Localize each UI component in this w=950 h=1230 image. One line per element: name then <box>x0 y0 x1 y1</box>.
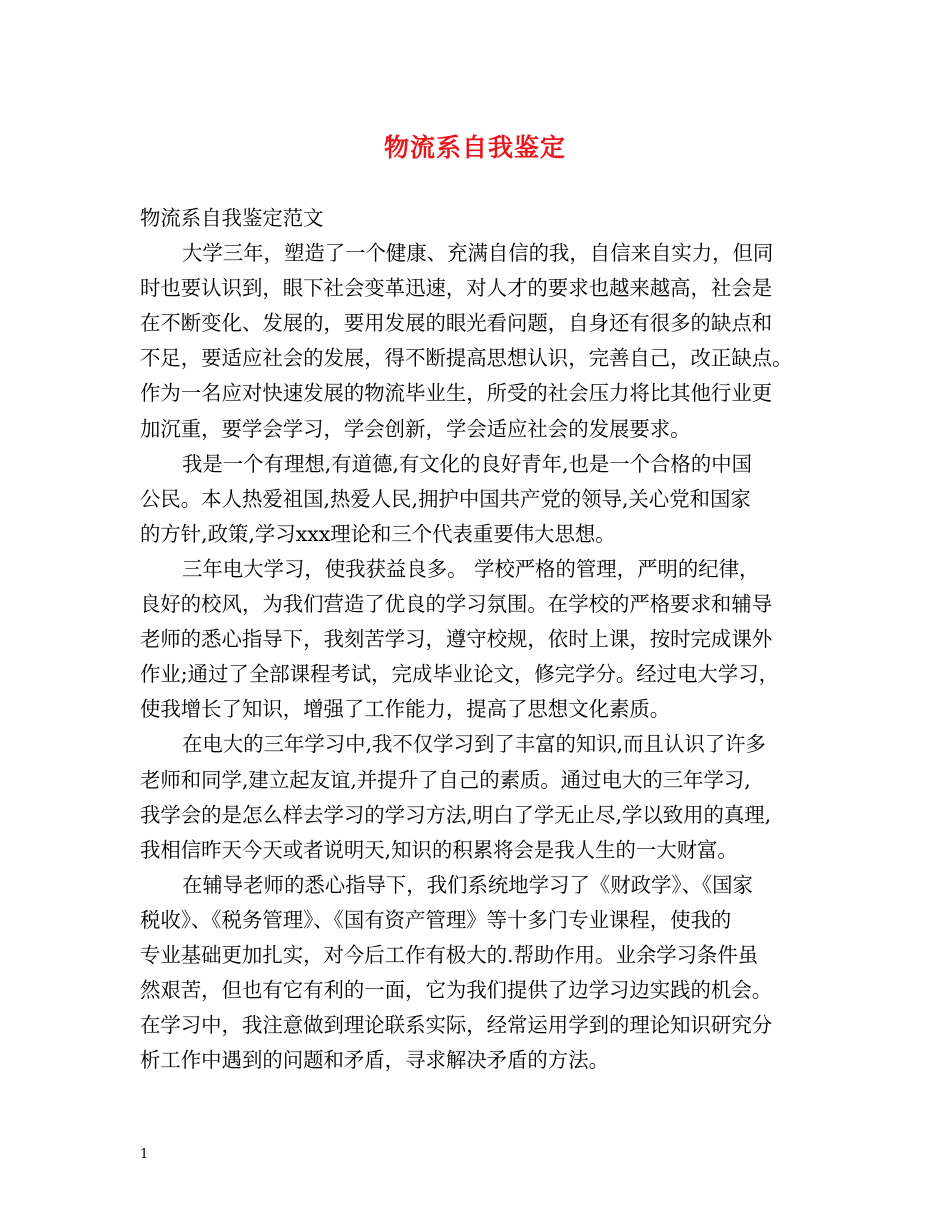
paragraph-line: 三年电大学习，使我获益良多。 学校严格的管理，严明的纪律， <box>182 556 760 581</box>
paragraph-line: 税收》、《税务管理》、《国有资产管理》等十多门专业课程，使我的 <box>140 907 732 932</box>
paragraph-line: 析工作中遇到的问题和矛盾，寻求解决矛盾的方法。 <box>140 1048 609 1073</box>
paragraph <box>140 236 812 447</box>
document-subtitle: 物流系自我鉴定范文 <box>140 206 324 230</box>
paragraph <box>140 868 812 1079</box>
paragraph-line: 公民。本人热爱祖国,热爱人民,拥护中国共产党的领导,关心党和国家 <box>140 486 751 511</box>
paragraph-line: 良好的校风，为我们营造了优良的学习氛围。在学校的严格要求和辅导 <box>140 592 773 617</box>
paragraph-list <box>140 236 812 1078</box>
paragraph-line: 我学会的是怎么样去学习的学习方法,明白了学无止尽,学以致用的真理, <box>140 802 772 827</box>
paragraph-line: 专业基础更加扎实，对今后工作有极大的.帮助作用。业余学习条件虽 <box>140 942 759 967</box>
paragraph-line: 在学习中，我注意做到理论联系实际，经常运用学到的理论知识研究分 <box>140 1013 773 1038</box>
paragraph-line: 加沉重，要学会学习，学会创新，学会适应社会的发展要求。 <box>140 416 691 441</box>
paragraph <box>140 552 812 727</box>
paragraph-line: 在电大的三年学习中,我不仅学习到了丰富的知识,而且认识了许多 <box>182 732 766 757</box>
paragraph-line: 老师的悉心指导下，我刻苦学习，遵守校规，依时上课，按时完成课外 <box>140 627 773 652</box>
paragraph-line: 使我增长了知识，增强了工作能力，提高了思想文化素质。 <box>140 697 671 722</box>
paragraph-line: 然艰苦，但也有它有利的一面，它为我们提供了边学习边实践的机会。 <box>140 978 773 1003</box>
paragraph <box>140 727 812 867</box>
page-number: 1 <box>140 1147 149 1162</box>
document-body <box>140 201 812 1078</box>
paragraph-line: 我是一个有理想,有道德,有文化的良好青年,也是一个合格的中国 <box>182 451 752 476</box>
paragraph-line: 的方针,政策,学习xxx理论和三个代表重要伟大思想。 <box>140 521 616 546</box>
paragraph-line: 在不断变化、发展的，要用发展的眼光看问题，自身还有很多的缺点和 <box>140 311 773 336</box>
paragraph-line: 我相信昨天今天或者说明天,知识的积累将会是我人生的一大财富。 <box>140 837 738 862</box>
paragraph-line: 作为一名应对快速发展的物流毕业生，所受的社会压力将比其他行业更 <box>140 381 773 406</box>
paragraph-line: 时也要认识到，眼下社会变革迅速，对人才的要求也越来越高，社会是 <box>140 276 773 301</box>
paragraph <box>140 447 812 552</box>
paragraph-line: 大学三年，塑造了一个健康、充满自信的我，自信来自实力，但同 <box>182 241 774 266</box>
paragraph-line: 在辅导老师的悉心指导下，我们系统地学习了《财政学》、《国家 <box>182 872 753 897</box>
paragraph-line: 老师和同学,建立起友谊,并提升了自己的素质。通过电大的三年学习, <box>140 767 751 792</box>
paragraph-line: 不足，要适应社会的发展，得不断提高思想认识，完善自己，改正缺点。 <box>140 346 793 371</box>
document-title: 物流系自我鉴定 <box>383 133 566 162</box>
paragraph-line: 作业;通过了全部课程考试，完成毕业论文，修完学分。经过电大学习， <box>140 662 779 687</box>
